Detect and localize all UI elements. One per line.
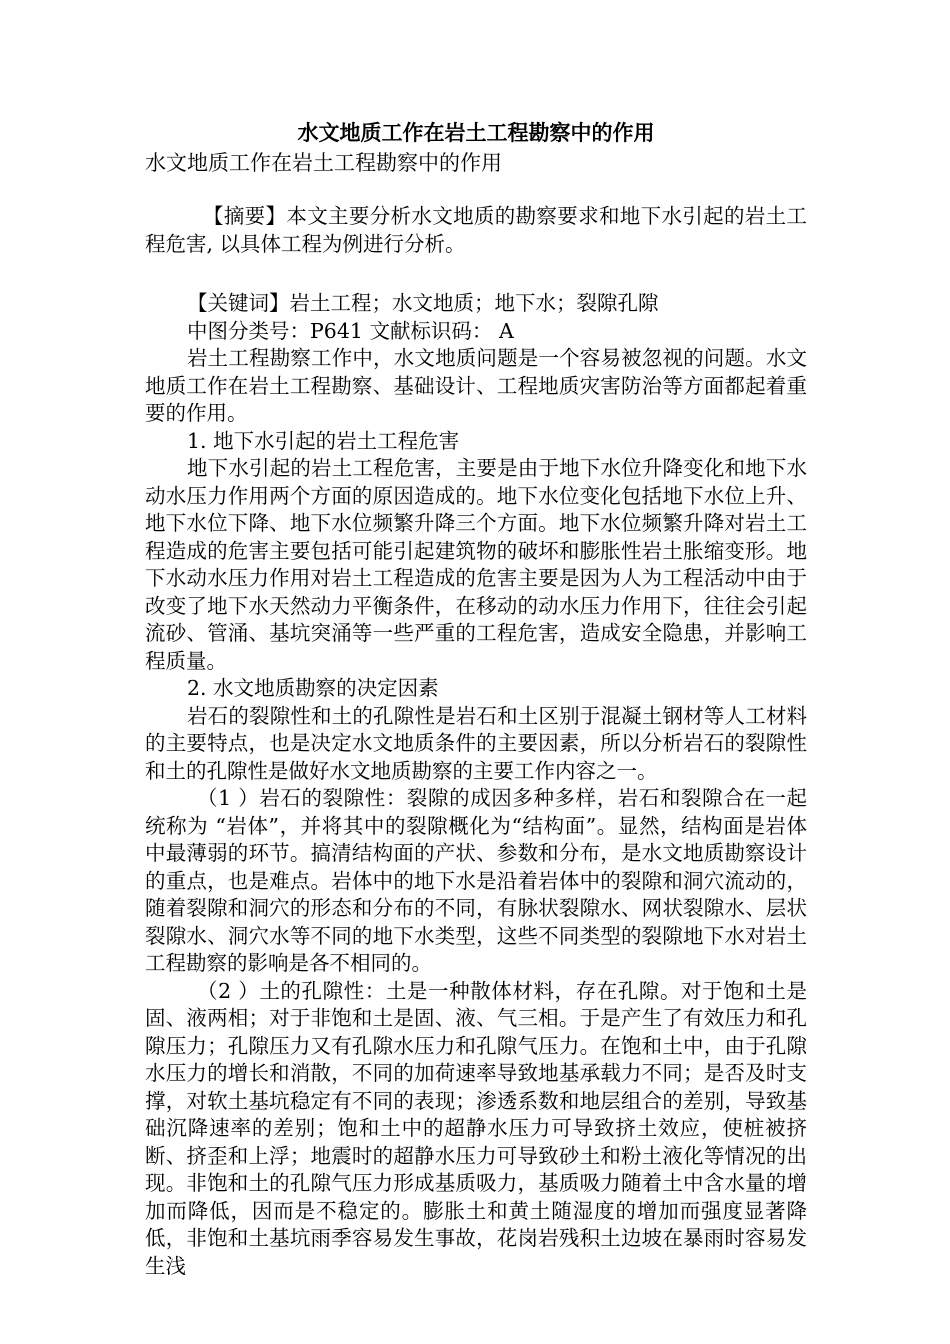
document-subtitle: 水文地质工作在岩土工程勘察中的作用 xyxy=(145,151,502,175)
section-2-body: 岩石的裂隙性和土的孔隙性是岩石和土区别于混凝土钢材等人工材料的主要特点，也是决定水文地质条件的主要因素，所以分析岩石的裂隙性和土的孔隙性是做好水文地质勘察的主要工作内容之一。 xyxy=(145,703,807,783)
item-2-soil-porosity: （2 ）土的孔隙性：土是一种散体材料，存在孔隙。对于饱和土是固、液两相；对于非饱和土是固、液、气三相。于是产生了有效压力和孔隙压力；孔隙压力又有孔隙水压力和孔隙气压力。在饱和土中，由于孔隙水压力的增长和消散，不同的加荷速率导致地基承载力不同；是否及时支撑，对软土基坑稳定有不同的表现；渗透系数和地层组合的差别，导致基础沉降速率的差别；饱和土中的超静水压力可导致挤土效应，使桩被挤断、挤歪和上浮；地震时的超静水压力可导致砂土和粉土液化等情况的出现。非饱和土的孔隙气压力形成基质吸力，基质吸力随着土中含水量的增加而降低，因而是不稳定的。膨胀土和黄土随湿度的增加而强度显著降低，非饱和土基坑雨季容易发生事故，花岗岩残积土边坡在暴雨时容易发生浅 xyxy=(145,978,807,1278)
abstract-paragraph: 【摘要】本文主要分析水文地质的勘察要求和地下水引起的岩土工程危害, 以具体工程为例进行分析。 xyxy=(145,204,807,256)
classification-line: 中图分类号：P641 文献标识码： A xyxy=(187,318,514,343)
section-1-body: 地下水引起的岩土工程危害，主要是由于地下水位升降变化和地下水动水压力作用两个方面的原因造成的。地下水位变化包括地下水位上升、地下水位下降、地下水位频繁升降三个方面。地下水位频繁升降对岩土工程造成的危害主要包括可能引起建筑物的破坏和膨胀性岩土胀缩变形。地下水动水压力作用对岩土工程造成的危害主要是因为人为工程活动中由于改变了地下水天然动力平衡条件，在移动的动水压力作用下，往往会引起流砂、管涌、基坑突涌等一些严重的工程危害，造成安全隐患，并影响工程质量。 xyxy=(145,456,807,673)
section-2-heading: 2. 水文地质勘察的决定因素 xyxy=(187,676,439,700)
section-1-heading: 1. 地下水引起的岩土工程危害 xyxy=(187,428,460,453)
item-1-rock-fissures: （1 ）岩石的裂隙性：裂隙的成因多种多样，岩石和裂隙合在一起统称为 “岩体”，并将其中的裂隙概化为“结构面”。显然，结构面是岩体中最薄弱的环节。搞清结构面的产状、参数和分布，是水文地质勘察设计的重点，也是难点。岩体中的地下水是沿着岩体中的裂隙和洞穴流动的，随着裂隙和洞穴的形态和分布的不同，有脉状裂隙水、网状裂隙水、层状裂隙水、洞穴水等不同的地下水类型，这些不同类型的裂隙地下水对岩土工程勘察的影响是各不相同的。 xyxy=(145,786,807,975)
intro-paragraph: 岩土工程勘察工作中，水文地质问题是一个容易被忽视的问题。水文地质工作在岩土工程勘察、基础设计、工程地质灾害防治等方面都起着重要的作用。 xyxy=(145,346,807,425)
document-title: 水文地质工作在岩土工程勘察中的作用 xyxy=(297,121,655,145)
keywords-line: 【关键词】岩土工程；水文地质；地下水；裂隙孔隙 xyxy=(187,291,659,315)
document-page xyxy=(145,118,807,1280)
